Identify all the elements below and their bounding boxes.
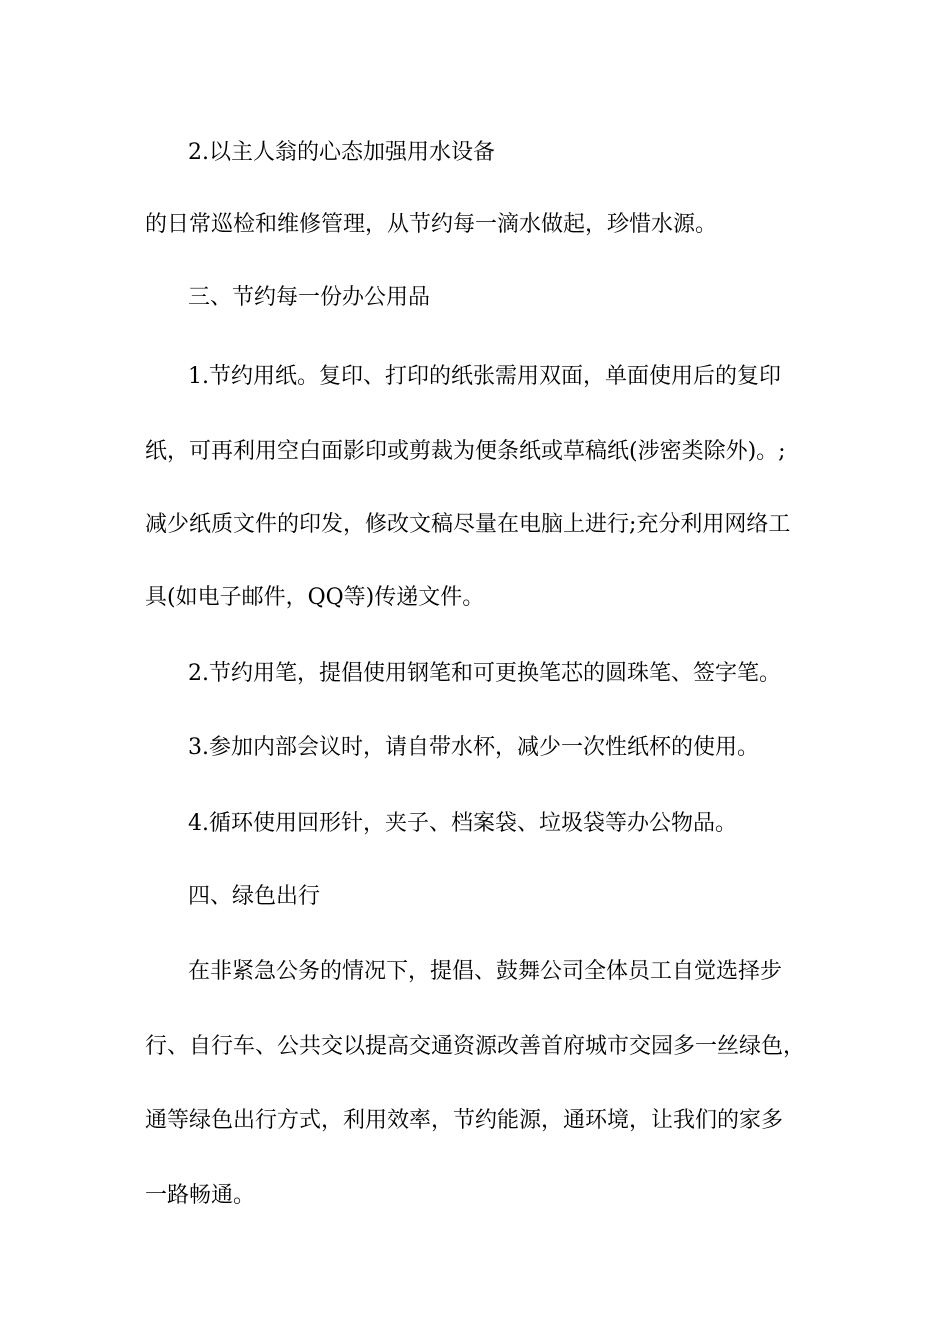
paragraph-line: 一路畅通。 [145, 1183, 256, 1208]
paragraph-line: 1.节约用纸。复印、打印的纸张需用双面，单面使用后的复印 [188, 364, 781, 389]
paragraph-line: 的日常巡检和维修管理，从节约每一滴水做起，珍惜水源。 [145, 212, 718, 237]
paragraph-line: 3.参加内部会议时，请自带水杯，减少一次性纸杯的使用。 [188, 735, 759, 760]
paragraph-line: 纸，可再利用空白面影印或剪裁为便条纸或草稿纸(涉密类除外)。; [145, 439, 786, 464]
paragraph-line: 行、自行车、公共交以提高交通资源改善首府城市交园多一丝绿色， [145, 1034, 806, 1059]
paragraph-line: 减少纸质文件的印发，修改文稿尽量在电脑上进行;充分利用网络工 [145, 512, 791, 537]
paragraph-line: 在非紧急公务的情况下，提倡、鼓舞公司全体员工自觉选择步 [188, 959, 783, 984]
section-heading: 四、绿色出行 [188, 884, 321, 909]
section-heading: 三、节约每一份办公用品 [188, 285, 431, 310]
paragraph-line: 2.节约用笔，提倡使用钢笔和可更换笔芯的圆珠笔、签字笔。 [188, 661, 781, 686]
paragraph-line: 4.循环使用回形针，夹子、档案袋、垃圾袋等办公物品。 [188, 811, 737, 836]
paragraph-line: 2.以主人翁的心态加强用水设备 [188, 140, 495, 165]
paragraph-line: 通等绿色出行方式，利用效率，节约能源，通环境，让我们的家多 [145, 1108, 784, 1133]
paragraph-line: 具(如电子邮件，QQ等)传递文件。 [145, 585, 485, 610]
